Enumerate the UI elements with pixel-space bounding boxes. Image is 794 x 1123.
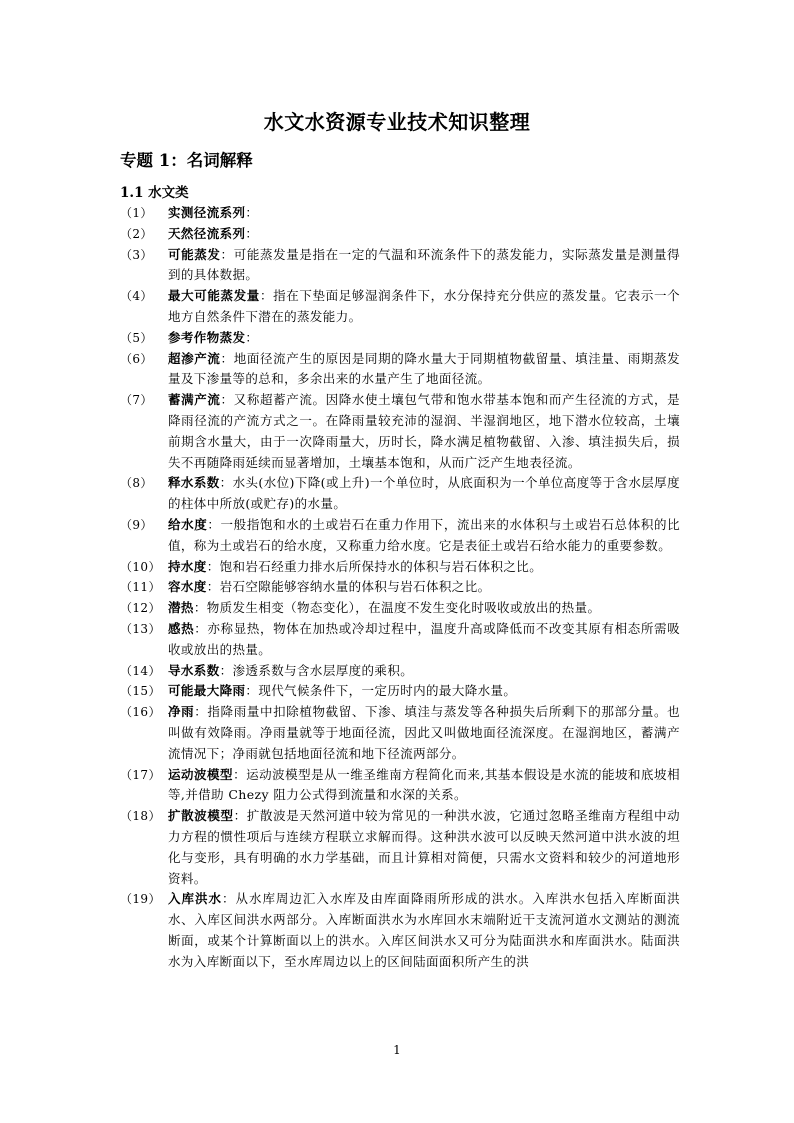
entry-definition: 从水库周边汇入水库及由库面降雨所形成的洪水。入库洪水包括入库断面洪水、入库区间洪水两部分。入库断面洪水为水库回水末端附近干支流河道水文测站的测流断面，或某个计算断面以上的洪水。入库区间洪水又可分为陆面洪水和库面洪水。陆面洪水为入库断面以下，至水库周边以上的区间陆面面积所产生的洪 (168, 891, 681, 969)
glossary-entry (120, 203, 680, 224)
entry-colon: ： (219, 662, 233, 678)
entry-definition: 一般指饱和水的土或岩石在重力作用下，流出来的水体积与土或岩石总体积的比值，称为土或岩石的给水度，又称重力给水度。它是表征土或岩石给水能力的重要参数。 (168, 516, 680, 553)
entry-colon: ： (206, 558, 220, 574)
entry-number: （4） (120, 289, 153, 304)
entry-colon: ： (259, 288, 274, 304)
entry-term: 实测径流系列 (168, 205, 246, 220)
entry-colon: ： (220, 392, 234, 408)
entry-term: 净雨 (168, 704, 195, 720)
entry-term: 释水系数 (168, 475, 220, 491)
entry-colon: ： (245, 329, 259, 345)
glossary-entry (120, 349, 680, 391)
entry-colon: ： (233, 808, 247, 824)
glossary-entry (120, 702, 680, 764)
entry-term: 参考作物蒸发 (168, 329, 246, 345)
entry-definition: 运动波模型是从一维圣维南方程简化而来,其基本假设是水流的能坡和底坡相等,并借助 Chezy 阻力公式得到流量和水深的关系。 (168, 766, 680, 803)
entry-term: 给水度 (168, 516, 208, 532)
entry-term: 蓄满产流 (168, 392, 221, 408)
entry-term: 持水度 (168, 558, 207, 574)
entry-term: 最大可能蒸发量 (168, 288, 260, 304)
glossary-entry (120, 681, 680, 702)
entry-definition: 饱和岩石经重力排水后所保持水的体积与岩石体积之比。 (219, 558, 543, 574)
entry-number: （3） (120, 247, 153, 262)
entry-number: （9） (120, 517, 153, 532)
topic-heading: 专题 1：名词解释 (120, 151, 253, 170)
glossary-entry (120, 515, 680, 557)
entry-definition: 可能蒸发量是指在一定的气温和环流条件下的蒸发能力，实际蒸发量是测量得到的具体数据。 (168, 246, 680, 283)
entry-number: （14） (120, 663, 161, 678)
entry-number: （11） (120, 580, 161, 595)
glossary-entry (120, 390, 680, 473)
entry-number: （2） (120, 226, 153, 241)
entry-colon: ： (207, 516, 221, 532)
entry-term: 超渗产流 (168, 350, 221, 366)
entry-colon: ： (245, 205, 259, 220)
entry-colon: ： (233, 766, 247, 782)
glossary-entry (120, 328, 680, 349)
entry-number: （10） (120, 559, 161, 574)
entry-definition: 又称超蓄产流。因降水使土壤包气带和饱水带基本饱和而产生径流的方式，是降雨径流的产流方式之一。在降雨量较充沛的湿润、半湿润地区，地下潜水位较高，土壤前期含水量大，由于一次降雨量大，历时长，降水满足植物截留、入渗、填洼损失后，损失不再随降雨延续而显著增加，土壤基本饱和，从而广泛产生地表径流。 (168, 392, 680, 470)
page-number: 1 (393, 1043, 401, 1057)
entry-colon: ： (194, 704, 208, 720)
entry-colon: ： (193, 600, 207, 616)
entry-term: 扩散波模型 (168, 808, 234, 824)
glossary-entry (120, 661, 680, 682)
entry-definition: 指在下垫面足够湿润条件下，水分保持充分供应的蒸发量。它表示一个地方自然条件下潜在的蒸发能力。 (168, 288, 680, 324)
entry-number: （16） (120, 705, 161, 720)
entry-colon: ： (194, 620, 208, 636)
glossary-entry (120, 598, 680, 619)
entry-term: 可能蒸发 (168, 246, 221, 262)
entry-definition: 指降雨量中扣除植物截留、下渗、填洼与蒸发等各种损失后所剩下的那部分量。也叫做有效降雨。净雨量就等于地面径流，因此又叫做地面径流深度。在湿润地区，蓄满产流情况下；净雨就包括地面径流和地下径流两部分。 (168, 704, 680, 761)
entry-number: （5） (120, 330, 153, 345)
glossary-entry (120, 806, 680, 889)
entry-number: （18） (120, 809, 161, 824)
entry-term: 感热 (168, 620, 195, 636)
entry-definition: 地面径流产生的原因是同期的降水量大于同期植物截留量、填洼量、雨期蒸发量及下渗量等的总和，多余出来的水量产生了地面径流。 (168, 350, 680, 387)
entry-number: （6） (120, 351, 153, 366)
entry-definition: 渗透系数与含水层厚度的乘积。 (232, 662, 414, 678)
page-title: 水文水资源专业技术知识整理 (263, 110, 531, 134)
entry-number: （17） (120, 767, 161, 782)
entry-definition: 水头(水位)下降(或上升)一个单位时，从底面积为一个单位高度等于含水层厚度的柱体中所放(或贮存)的水量。 (168, 475, 680, 512)
entry-colon: ： (245, 683, 259, 699)
entry-number: （19） (120, 892, 161, 907)
glossary-entry (120, 765, 680, 807)
entry-definition: 现代气候条件下，一定历时内的最大降水量。 (258, 683, 517, 699)
entry-term: 潜热 (168, 600, 194, 616)
entry-definition: 扩散波是天然河道中较为常见的一种洪水波，它通过忽略圣维南方程组中动力方程的惯性项后与连续方程联立求解而得。这种洪水波可以反映天然河道中洪水波的坦化与变形，具有明确的水力学基础，而且计算相对简便，只需水文资料和较少的河道地形资料。 (168, 808, 680, 886)
entry-term: 入库洪水 (168, 891, 222, 907)
entry-definition: 岩石空隙能够容纳水量的体积与岩石体积之比。 (219, 579, 491, 595)
entry-number: （15） (120, 684, 161, 699)
glossary-entry (120, 245, 680, 287)
entry-term: 容水度 (168, 579, 207, 595)
entry-colon: ： (220, 350, 234, 366)
entry-colon: ： (221, 891, 236, 907)
glossary-entry (120, 286, 680, 328)
entry-definition: 亦称显热，物体在加热或冷却过程中，温度升高或降低而不改变其原有相态所需吸收或放出的热量。 (168, 620, 680, 657)
entry-number: （13） (120, 621, 161, 636)
entry-term: 运动波模型 (168, 766, 234, 782)
entry-colon: ： (206, 579, 220, 595)
section-heading: 1.1 水文类 (120, 185, 189, 201)
entry-number: （8） (120, 476, 153, 491)
entry-number: （7） (120, 393, 153, 408)
entry-colon: ： (220, 246, 234, 262)
entry-definition: 物质发生相变（物态变化），在温度不发生变化时吸收或放出的热量。 (206, 600, 601, 616)
entry-number: （1） (120, 206, 153, 220)
glossary-entry (120, 224, 680, 245)
entry-colon: ： (245, 225, 259, 241)
glossary-entry (120, 557, 680, 578)
glossary-entry (120, 619, 680, 661)
glossary-list (120, 203, 680, 972)
entry-number: （12） (120, 601, 161, 616)
entry-term: 导水系数 (168, 662, 220, 678)
entry-colon: ： (219, 475, 233, 491)
entry-term: 可能最大降雨 (168, 683, 246, 699)
glossary-entry (120, 577, 680, 598)
glossary-entry (120, 473, 680, 515)
glossary-entry (120, 889, 680, 972)
entry-term: 天然径流系列 (168, 225, 246, 241)
